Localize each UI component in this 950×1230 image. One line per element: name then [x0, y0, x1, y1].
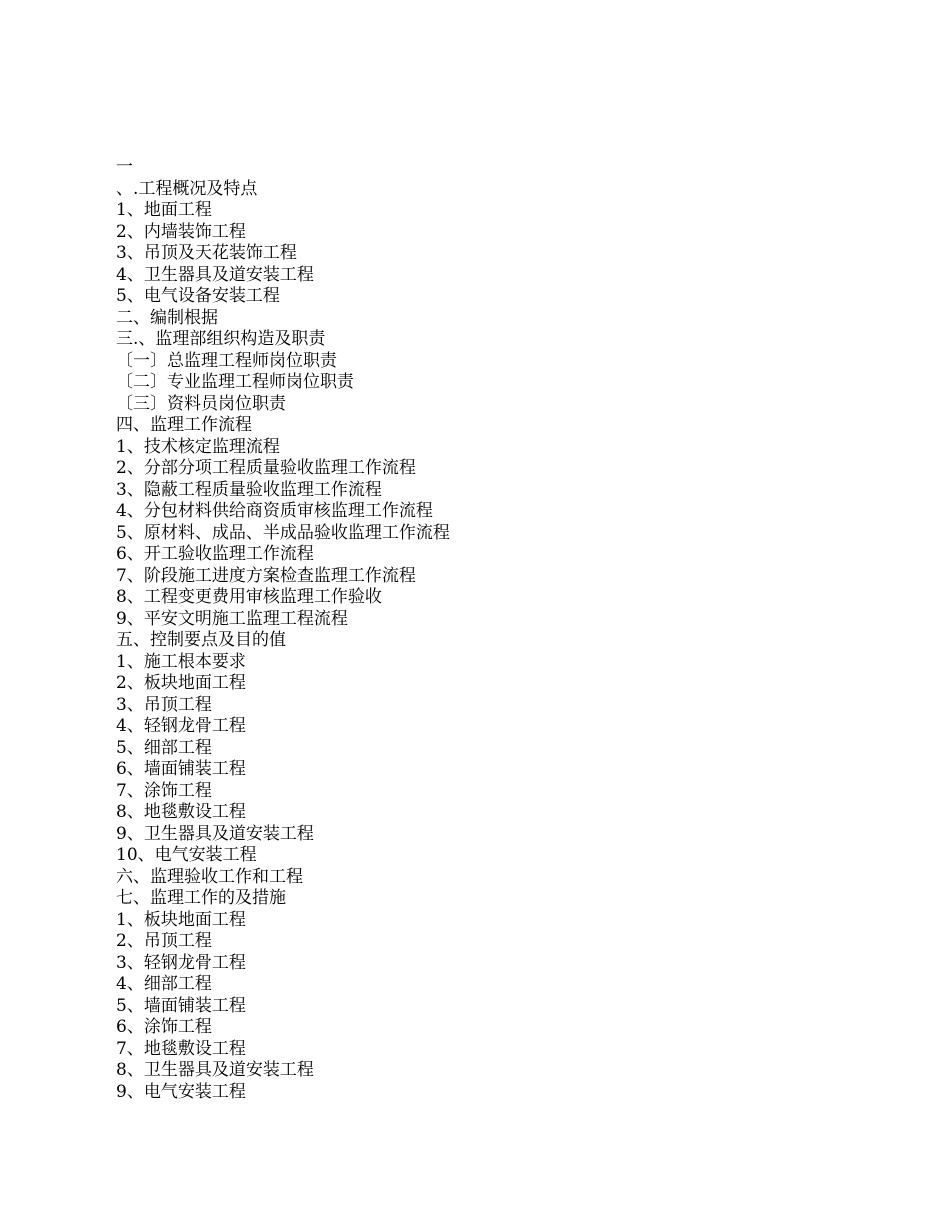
toc-line: 8、工程变更费用审核监理工作验收	[116, 587, 382, 607]
toc-line: 七、监理工作的及措施	[116, 888, 286, 908]
toc-line: 1、板块地面工程	[116, 909, 246, 930]
toc-line: 三.、监理部组织构造及职责	[116, 329, 326, 349]
toc-line: 4、轻钢龙骨工程	[116, 716, 246, 736]
toc-line: 5、细部工程	[116, 737, 212, 758]
toc-line: 1、技术核定监理流程	[116, 436, 280, 457]
toc-line: 3、轻钢龙骨工程	[116, 952, 246, 973]
toc-line: 3、吊顶工程	[116, 694, 212, 715]
toc-line: 2、板块地面工程	[116, 673, 246, 693]
toc-line: 1、施工根本要求	[116, 651, 246, 672]
toc-line: 四、监理工作流程	[116, 415, 252, 435]
toc-line: 10、电气安装工程	[116, 845, 257, 865]
toc-line: 五、控制要点及目的值	[116, 630, 286, 650]
toc-line: 〔一〕总监理工程师岗位职责	[116, 350, 337, 371]
toc-line: 1、地面工程	[116, 200, 212, 220]
toc-line: 5、电气设备安装工程	[116, 286, 280, 306]
toc-line: 7、涂饰工程	[116, 780, 212, 801]
toc-line: 4、分包材料供给商资质审核监理工作流程	[116, 501, 433, 521]
toc-line: 8、地毯敷设工程	[116, 802, 246, 822]
toc-line: 2、分部分项工程质量验收监理工作流程	[116, 458, 416, 478]
toc-line: 7、地毯敷设工程	[116, 1038, 246, 1059]
toc-line: 6、墙面铺装工程	[116, 759, 246, 779]
toc-line: 3、隐蔽工程质量验收监理工作流程	[116, 479, 382, 500]
toc-line: 〔二〕专业监理工程师岗位职责	[116, 372, 354, 392]
toc-line: 9、卫生器具及道安装工程	[116, 823, 314, 844]
toc-line: 6、涂饰工程	[116, 1017, 212, 1037]
toc-line: 3、吊顶及天花装饰工程	[116, 243, 297, 263]
toc-line: 〔三〕资料员岗位职责	[116, 393, 286, 414]
toc-line: 2、吊顶工程	[116, 931, 212, 951]
toc-line: 8、卫生器具及道安装工程	[116, 1060, 314, 1080]
toc-line: 5、墙面铺装工程	[116, 995, 246, 1016]
toc-line: 5、原材料、成品、半成品验收监理工作流程	[116, 522, 450, 543]
toc-line: 9、电气安装工程	[116, 1081, 246, 1102]
toc-line: 二、编制根据	[116, 307, 218, 328]
toc-line: 4、卫生器具及道安装工程	[116, 264, 314, 285]
table-of-contents	[116, 157, 450, 1103]
toc-line: 7、阶段施工进度方案检查监理工作流程	[116, 565, 416, 586]
toc-line: 4、细部工程	[116, 974, 212, 994]
toc-line: 6、开工验收监理工作流程	[116, 544, 314, 564]
toc-line: 六、监理验收工作和工程	[116, 866, 303, 887]
toc-line: 一	[116, 157, 133, 177]
toc-line: 9、平安文明施工监理工程流程	[116, 608, 348, 629]
toc-line: 、.工程概况及特点	[116, 178, 258, 199]
toc-line: 2、内墙装饰工程	[116, 221, 246, 242]
